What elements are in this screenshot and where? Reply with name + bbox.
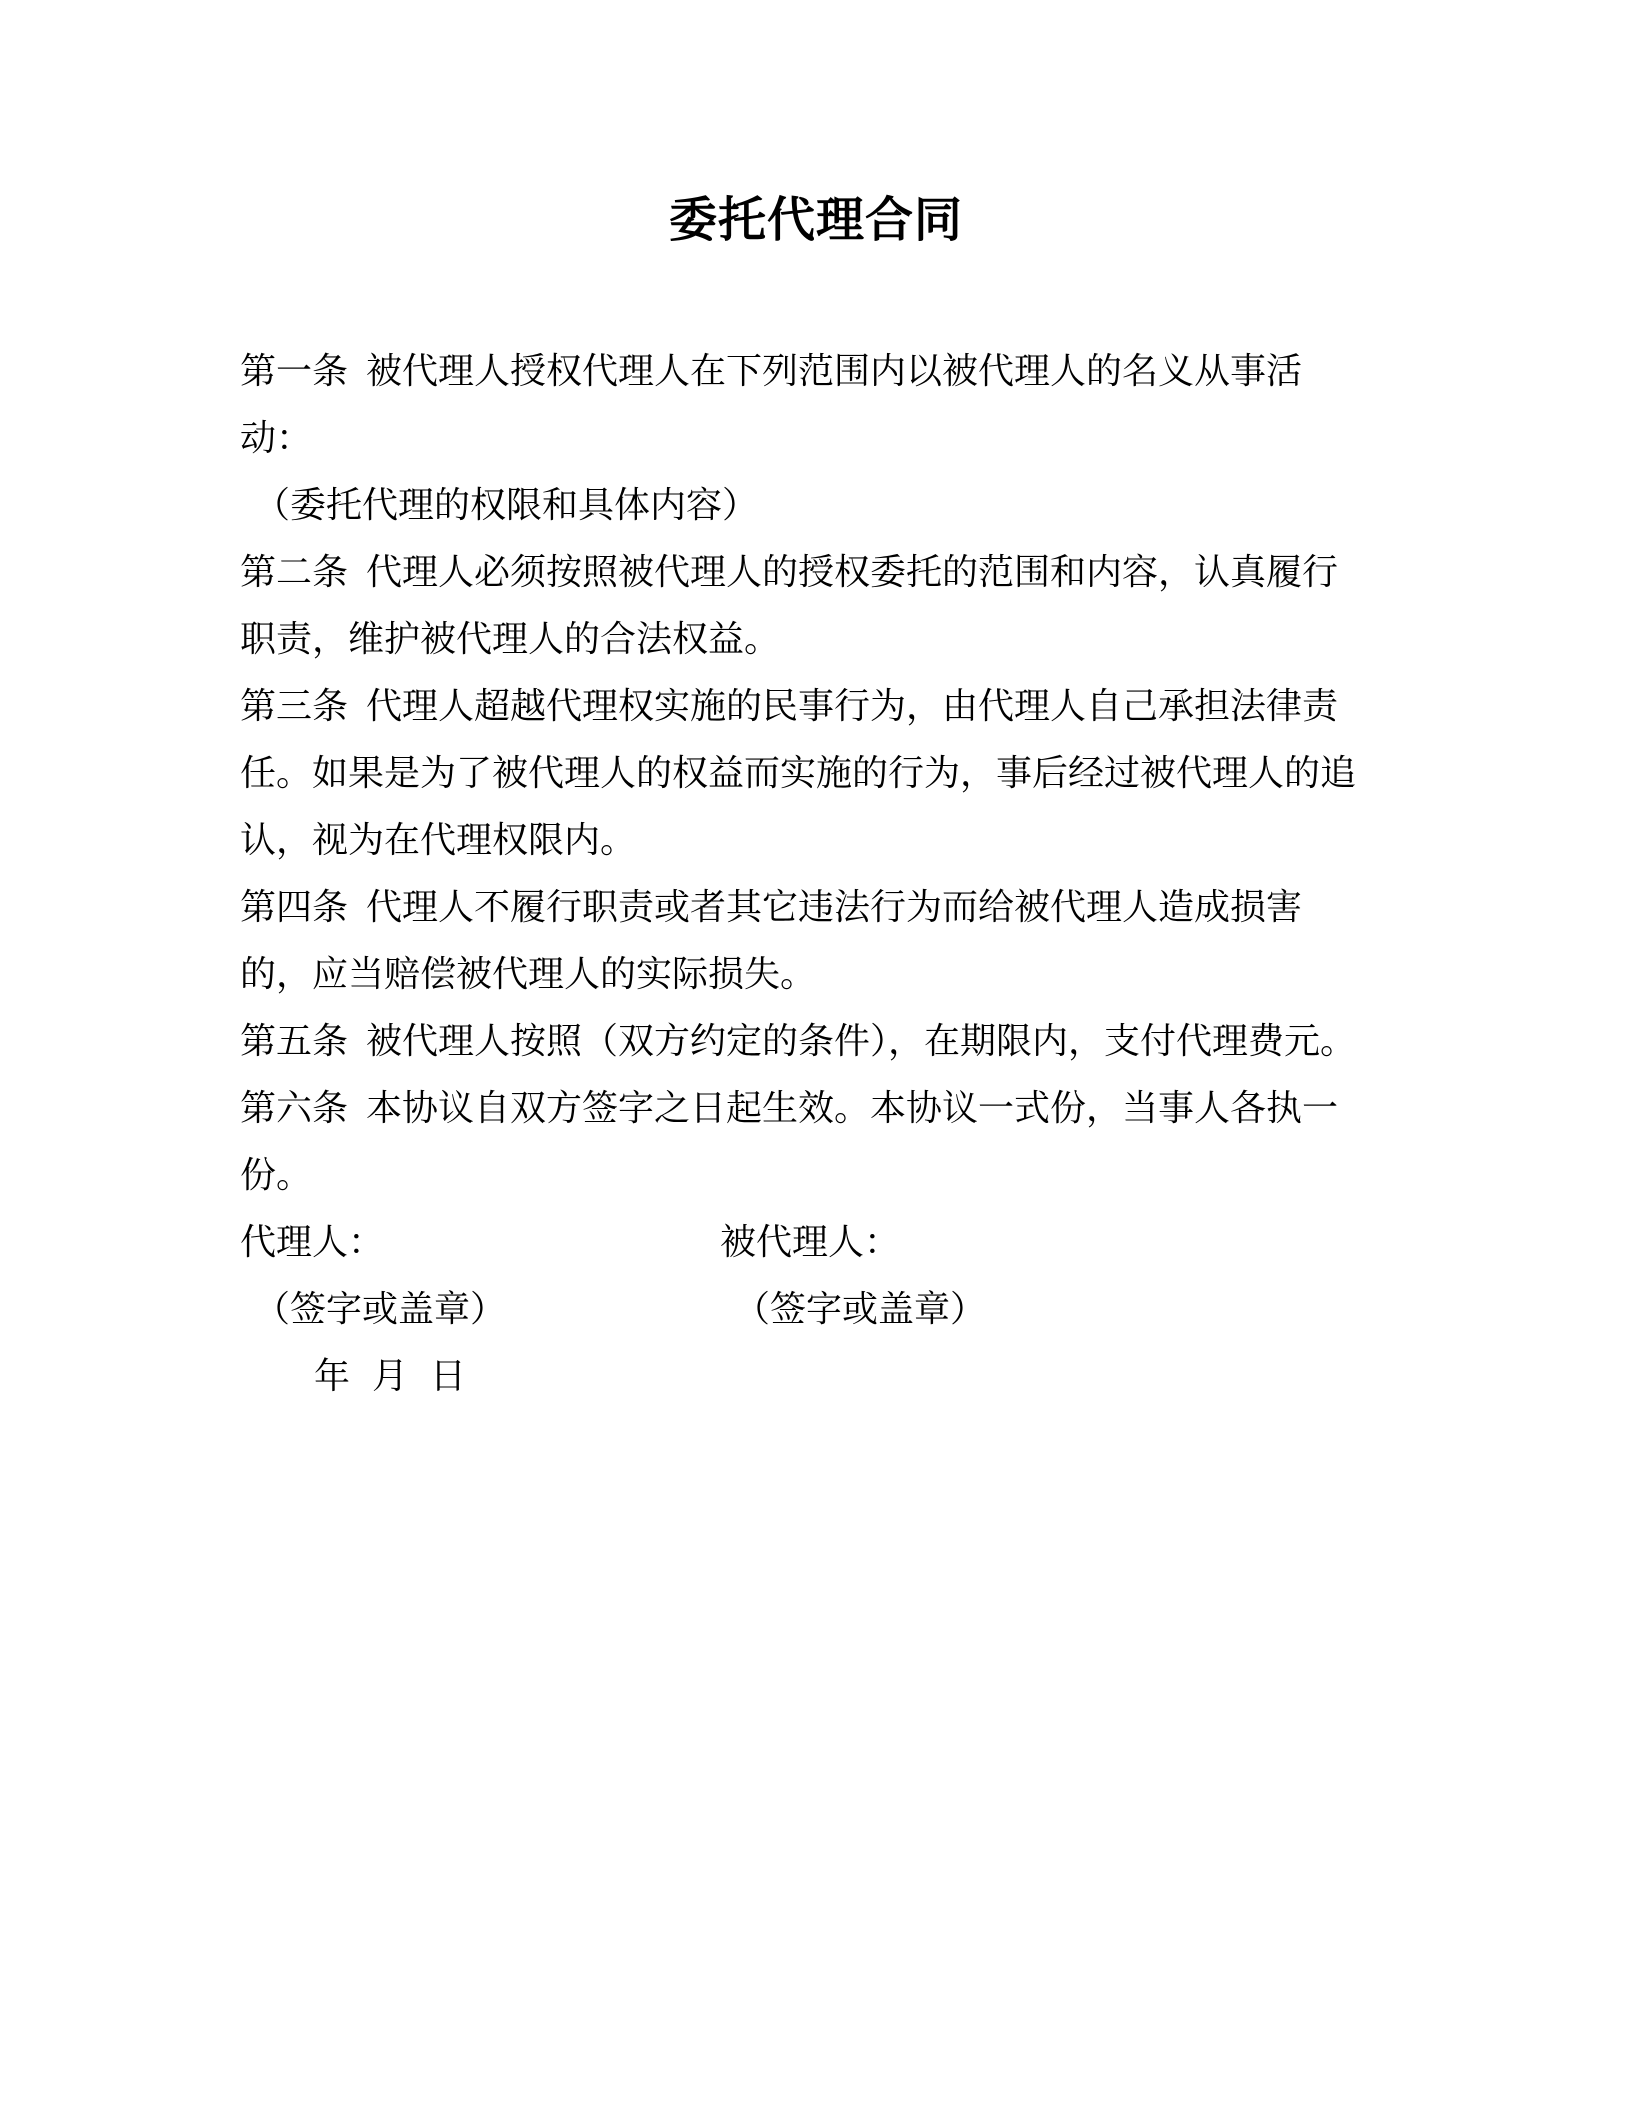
article-3-line-2 <box>240 740 1392 807</box>
principal-label: 被代理人： <box>720 1222 901 1263</box>
scope-note <box>240 472 1392 539</box>
article-3-text-3: 认，视为在代理权限内。 <box>240 820 637 861</box>
signature-date <box>240 1343 1392 1410</box>
article-5-line-1 <box>240 1008 1392 1075</box>
article-3-line-3 <box>240 807 1392 874</box>
signature-notes-row <box>240 1276 1392 1343</box>
article-3-line-1 <box>240 673 1392 740</box>
article-1-line-1 <box>240 338 1392 405</box>
article-6-label: 第六条 <box>240 1088 349 1129</box>
article-2-line-2 <box>240 606 1392 673</box>
article-6-text-1: 本协议自双方签字之日起生效。本协议一式份，当事人各执一 <box>366 1088 1339 1129</box>
article-2-line-1 <box>240 539 1392 606</box>
article-4-line-2 <box>240 941 1392 1008</box>
agent-sign-note: （签字或盖章） <box>254 1289 507 1330</box>
document-title: 委托代理合同 <box>668 192 963 248</box>
article-4-text-2: 的，应当赔偿被代理人的实际损失。 <box>240 954 817 995</box>
article-1-text-2: 动： <box>240 418 313 459</box>
date-month: 月 <box>372 1356 409 1397</box>
article-2-label: 第二条 <box>240 552 349 593</box>
article-6-line-2 <box>240 1142 1392 1209</box>
date-year: 年 <box>314 1356 351 1397</box>
article-4-text-1: 代理人不履行职责或者其它违法行为而给被代理人造成损害 <box>366 887 1303 928</box>
article-4-label: 第四条 <box>240 887 349 928</box>
article-3-label: 第三条 <box>240 686 349 727</box>
article-3-text-1: 代理人超越代理权实施的民事行为，由代理人自己承担法律责 <box>366 686 1339 727</box>
agent-label: 代理人： <box>240 1222 385 1263</box>
date-day: 日 <box>430 1356 467 1397</box>
scope-note-text: （委托代理的权限和具体内容） <box>254 485 759 526</box>
article-4-line-1 <box>240 874 1392 941</box>
article-6-line-1 <box>240 1075 1392 1142</box>
article-5-text-1: 被代理人按照（双方约定的条件），在期限内，支付代理费元。 <box>366 1021 1357 1062</box>
article-5-label: 第五条 <box>240 1021 349 1062</box>
article-2-text-1: 代理人必须按照被代理人的授权委托的范围和内容，认真履行 <box>366 552 1339 593</box>
article-2-text-2: 职责，维护被代理人的合法权益。 <box>240 619 781 660</box>
article-3-text-2: 任。如果是为了被代理人的权益而实施的行为，事后经过被代理人的追 <box>240 753 1357 794</box>
article-1-line-2 <box>240 405 1392 472</box>
article-1-text-1: 被代理人授权代理人在下列范围内以被代理人的名义从事活 <box>366 351 1303 392</box>
signature-labels-row <box>240 1209 1392 1276</box>
article-6-text-2: 份。 <box>240 1155 313 1196</box>
principal-sign-note: （签字或盖章） <box>734 1289 987 1330</box>
document-body <box>240 338 1392 1410</box>
article-1-label: 第一条 <box>240 351 349 392</box>
